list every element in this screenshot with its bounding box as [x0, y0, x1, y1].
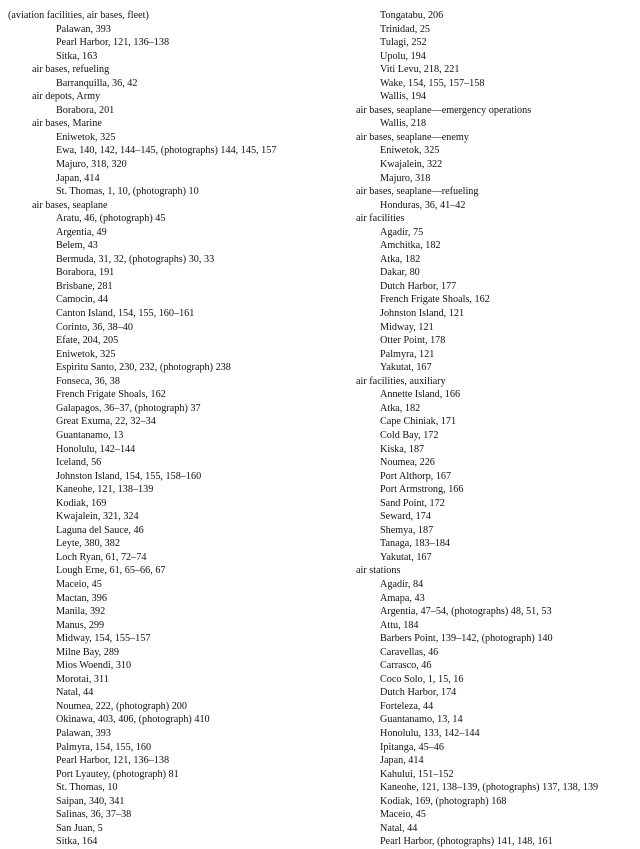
index-entry: Iceland, 56	[56, 457, 102, 469]
index-entry: Guantanamo, 13	[56, 429, 124, 441]
index-entry: Caravellas, 46	[380, 646, 439, 658]
index-entry: Mios Woendi, 310	[56, 660, 132, 672]
index-entry: French Frigate Shoals, 162	[56, 389, 166, 401]
index-entry: Galapagos, 36–37, (photograph) 37	[56, 402, 201, 414]
index-heading: air bases, seaplane—refueling	[356, 186, 479, 198]
index-entry: Morotai, 311	[56, 673, 109, 685]
index-entry: Japan, 414	[56, 172, 100, 184]
index-entry: Barranquilla, 36, 42	[56, 77, 138, 89]
index-heading: air bases, seaplane—emergency operations	[356, 104, 532, 116]
index-entry: Amapa, 43	[380, 592, 425, 604]
index-entry: Salinas, 36, 37–38	[56, 809, 132, 821]
index-entry: Forteleza, 44	[380, 700, 434, 712]
index-entry: Palawan, 393	[56, 727, 111, 739]
index-entry: Honolulu, 142–144	[56, 443, 136, 455]
index-entry: Natal, 44	[380, 822, 418, 834]
index-column-right	[356, 9, 640, 849]
index-entry: Manila, 392	[56, 606, 106, 618]
index-entry: Majuro, 318	[380, 172, 431, 184]
index-entry: Saipan, 340, 341	[56, 795, 125, 807]
index-entry: Atka, 182	[380, 402, 421, 414]
index-entry: Loch Ryan, 61, 72–74	[56, 551, 147, 563]
index-entry: Palmyra, 154, 155, 160	[56, 741, 152, 753]
index-entry: Honolulu, 133, 142–144	[380, 727, 480, 739]
index-entry: Kwajalein, 321, 324	[56, 511, 139, 523]
index-entry: Natal, 44	[56, 687, 94, 699]
index-entry: Atka, 182	[380, 253, 421, 265]
index-entry: Lough Erne, 61, 65–66, 67	[56, 565, 166, 577]
index-entry: Honduras, 36, 41–42	[380, 199, 466, 211]
index-entry: Dutch Harbor, 174	[380, 687, 457, 699]
index-entry: Okinawa, 403, 406, (photograph) 410	[56, 714, 210, 726]
index-entry: Johnston Island, 154, 155, 158–160	[56, 470, 202, 482]
index-entry: Fonseca, 36, 38	[56, 375, 120, 387]
index-entry: Pearl Harbor, (photographs) 141, 148, 161	[380, 836, 553, 848]
index-entry: Shemya, 187	[380, 524, 434, 536]
index-entry: Kodiak, 169	[56, 497, 107, 509]
index-entry: Agadir, 75	[380, 226, 424, 238]
index-entry: Cape Chiniak, 171	[380, 416, 457, 428]
index-entry: Midway, 121	[380, 321, 434, 333]
index-entry: air bases, Marine	[32, 118, 102, 130]
index-entry: Belem, 43	[56, 240, 98, 252]
index-entry: Barbers Point, 139–142, (photograph) 140	[380, 633, 553, 645]
index-entry: Majuro, 318, 320	[56, 159, 127, 171]
index-entry: Wake, 154, 155, 157–158	[380, 77, 485, 89]
index-entry: Milne Bay, 289	[56, 646, 120, 658]
index-entry: Annette Island, 166	[380, 389, 461, 401]
index-entry: Kiska, 187	[380, 443, 425, 455]
index-entry: Noumea, 222, (photograph) 200	[56, 700, 187, 712]
index-entry: Trinidad, 25	[380, 23, 431, 35]
index-entry: Otter Point, 178	[380, 335, 446, 347]
index-entry: Agadir, 84	[380, 578, 424, 590]
index-entry: Leyte, 380, 382	[56, 538, 120, 550]
index-entry: Canton Island, 154, 155, 160–161	[56, 308, 195, 320]
index-entry: Mactan, 396	[56, 592, 107, 604]
index-entry: Maceio, 45	[56, 578, 102, 590]
index-entry: Brisbane, 281	[56, 280, 113, 292]
index-entry: Tanaga, 183–184	[380, 538, 451, 550]
index-heading: air bases, seaplane—enemy	[356, 131, 469, 143]
index-entry: Aratu, 46, (photograph) 45	[56, 213, 166, 225]
index-entry: Borabora, 191	[56, 267, 115, 279]
index-heading: (aviation facilities, air bases, fleet)	[8, 10, 149, 21]
index-entry: Carrasco, 46	[380, 660, 432, 672]
index-entry: Palawan, 393	[56, 23, 111, 35]
index-entry: French Frigate Shoals, 162	[380, 294, 490, 306]
index-entry: Kaneohe, 121, 138–139, (photographs) 137, 138, 139	[380, 782, 599, 794]
index-entry: Camocin, 44	[56, 294, 109, 306]
index-entry: Bermuda, 31, 32, (photographs) 30, 33	[56, 253, 215, 265]
index-entry: Kodiak, 169, (photograph) 168	[380, 795, 507, 807]
index-entry: Kaneohe, 121, 138–139	[56, 484, 154, 496]
index-entry: Kahului, 151–152	[380, 768, 454, 780]
index-heading: air facilities, auxiliary	[356, 375, 446, 387]
index-entry: Seward, 174	[380, 511, 431, 523]
index-entry: Laguna del Sauce, 46	[56, 524, 144, 536]
index-entry: Ewa, 140, 142, 144–145, (photographs) 144, 145, 157	[56, 145, 277, 157]
index-entry: Maceio, 45	[380, 809, 426, 821]
index-entry: Cold Bay, 172	[380, 429, 439, 441]
index-entry: Efate, 204, 205	[56, 335, 119, 347]
index-entry: Yakutat, 167	[380, 551, 432, 563]
index-entry: Borabora, 201	[56, 104, 115, 116]
index-entry: Dutch Harbor, 177	[380, 280, 457, 292]
index-entry: Japan, 414	[380, 755, 424, 767]
index-entry: Noumea, 226	[380, 457, 435, 469]
index-heading: air stations	[356, 565, 401, 577]
index-entry: Eniwetok, 325	[56, 348, 116, 360]
index-entry: Eniwetok, 325	[380, 145, 440, 157]
index-entry: Sand Point, 172	[380, 497, 445, 509]
index-entry: Argentia, 47–54, (photographs) 48, 51, 53	[380, 606, 552, 618]
index-entry: Port Lyautey, (photograph) 81	[56, 768, 179, 780]
index-column-left	[8, 9, 338, 849]
index-entry: Guantanamo, 13, 14	[380, 714, 463, 726]
index-entry: Pearl Harbor, 121, 136–138	[56, 755, 170, 767]
index-entry: Pearl Harbor, 121, 136–138	[56, 37, 170, 49]
index-entry: St. Thomas, 1, 10, (photograph) 10	[56, 186, 199, 198]
index-entry: Dakar, 80	[380, 267, 420, 279]
index-entry: Sitka, 163	[56, 50, 98, 62]
index-entry: San Juan, 5	[56, 822, 103, 834]
index-entry: air depots, Army	[32, 91, 101, 103]
index-entry: Espiritu Santo, 230, 232, (photograph) 238	[56, 362, 231, 374]
index-heading: air facilities	[356, 213, 405, 225]
index-entry: Attu, 184	[380, 619, 419, 631]
index-entry: Upolu, 194	[380, 50, 426, 62]
index-entry: Amchitka, 182	[380, 240, 441, 252]
index-entry: Midway, 154, 155–157	[56, 633, 151, 645]
index-entry: Viti Levu, 218, 221	[380, 64, 460, 76]
index-entry: Ipitanga, 45–46	[380, 741, 444, 753]
index-entry: Tongatabu, 206	[380, 10, 444, 21]
index-entry: Palmyra, 121	[380, 348, 435, 360]
index-entry: St. Thomas, 10	[56, 782, 118, 794]
index-entry: Corinto, 36, 38–40	[56, 321, 133, 333]
index-entry: air bases, seaplane	[32, 199, 108, 211]
index-entry: Sitka, 164	[56, 836, 98, 848]
index-entry: Wallis, 218	[380, 118, 427, 130]
index-entry: Eniwetok, 325	[56, 131, 116, 143]
index-entry: Manus, 299	[56, 619, 105, 631]
index-entry: Johnston Island, 121	[380, 308, 465, 320]
index-entry: Port Althorp, 167	[380, 470, 452, 482]
index-entry: Kwajalein, 322	[380, 159, 443, 171]
index-entry: air bases, refueling	[32, 64, 110, 76]
index-entry: Port Armstrong, 166	[380, 484, 464, 496]
index-entry: Wallis, 194	[380, 91, 427, 103]
index-entry: Great Exuma, 22, 32–34	[56, 416, 156, 428]
index-entry: Coco Solo, 1, 15, 16	[380, 673, 464, 685]
index-entry: Argentia, 49	[56, 226, 107, 238]
index-entry: Yakutat, 167	[380, 362, 432, 374]
index-entry: Tulagi, 252	[380, 37, 427, 49]
